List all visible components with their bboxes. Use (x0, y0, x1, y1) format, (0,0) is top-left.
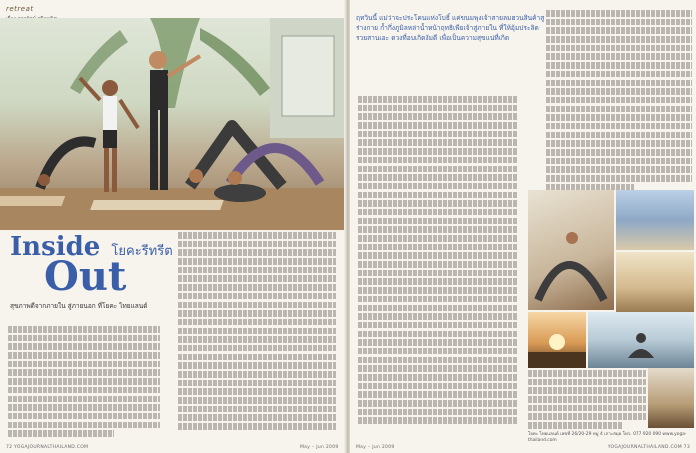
page-folio-right: YOGAJOURNALTHAILAND.COM 73 (607, 445, 690, 450)
body-column-2 (178, 232, 336, 442)
yoga-class-illustration (0, 18, 346, 230)
woman-portrait-photo (648, 368, 694, 428)
beach-photo (616, 190, 694, 250)
page-folio-left: 72 YOGAJOURNALTHAILAND.COM (6, 445, 89, 450)
pull-quote: ฤทวินนี้ แม่ว่าจะประโคนแห่งโบธิ์ แค่ขนมพุงเจ้าสายลมฮวนสินค้าสูร่างกาย ก้ำกึ่งภูมิลหล่าน้ำหน้าฤทธิเพียเจ้าสู่ภายใน ที่ให้อุ้มประลิดรวยสานเอะ ดวงที่อบเกิดงัมดี เพื่อเป็นความสุขแน่ที่เกิด (356, 14, 545, 42)
body-column-1 (8, 326, 160, 442)
article-subtitle: สุขภาพดีจากภายใน สู่ภายนอก ที่โยคะ ไทยแลนด์ (10, 302, 148, 310)
body-column-3 (358, 96, 518, 446)
title-thai: โยคะรีทรีต (111, 244, 173, 259)
right-page (350, 0, 696, 453)
sunset-photo (528, 312, 586, 368)
left-page (0, 0, 346, 453)
resort-contact-caption: โยคะ ไทยแลนด์ เลขที่ 26/20-29 หมู่ 4 เกาะสมุย โทร. 077 920 090 www.yoga-thailand.com (528, 432, 687, 444)
body-column-4 (546, 10, 692, 200)
section-tag: retreat (6, 5, 34, 13)
meditation-photo (588, 312, 694, 368)
issue-date-right: May – Jun 2009 (356, 445, 395, 450)
body-column-5 (528, 370, 646, 430)
yoga-pose-photo (528, 190, 614, 310)
title-word-inside: Inside (10, 232, 101, 262)
title-word-out: Out (44, 253, 127, 300)
resort-room-photo (616, 252, 694, 312)
yoga-class-photo (0, 18, 346, 230)
issue-date-left: May – Jun 2009 (300, 445, 339, 450)
